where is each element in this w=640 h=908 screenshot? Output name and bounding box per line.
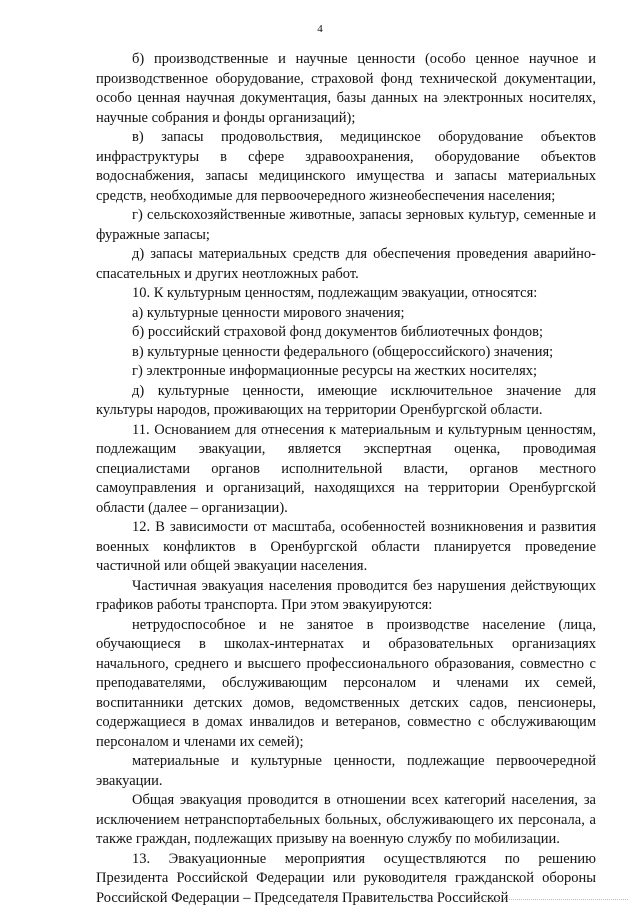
paragraph: г) электронные информационные ресурсы на жестких носителях; — [96, 362, 596, 382]
paragraph: 12. В зависимости от масштаба, особенностей возникновения и развития военных конфликтов в Оренбургской области планируется проведение частичной или общей эвакуации населения. — [96, 518, 596, 577]
document-body — [96, 50, 596, 908]
paragraph: а) культурные ценности мирового значения; — [96, 304, 596, 324]
paragraph: Частичная эвакуация населения проводится без нарушения действующих графиков работы транспорта. При этом эвакуируются: — [96, 577, 596, 616]
paragraph: г) сельскохозяйственные животные, запасы зерновых культур, семенные и фуражные запасы; — [96, 206, 596, 245]
paragraph: в) запасы продовольствия, медицинское оборудование объектов инфраструктуры в сфере здравоохранения, оборудование объектов водоснабжения, запасы медицинского имущества и запасы материальных средств, необходимые для первоочередного жизнеобеспечения населения; — [96, 128, 596, 206]
paragraph: б) российский страховой фонд документов библиотечных фондов; — [96, 323, 596, 343]
paragraph: нетрудоспособное и не занятое в производстве население (лица, обучающиеся в школах-интернатах и образовательных организациях начального, среднего и высшего профессионального образования, совместно с преподавателями, обслуживающим персоналом и членами их семей, воспитанники детских домов, ведомственных детских садов, пенсионеры, содержащиеся в домах инвалидов и ветеранов, совместно с обслуживающим персоналом и членами их семей); — [96, 616, 596, 753]
paragraph: Общая эвакуация проводится в отношении всех категорий населения, за исключением нетранспортабельных больных, обслуживающего их персонала, а также граждан, подлежащих призыву на военную службу по мобилизации. — [96, 791, 596, 850]
paragraph: д) запасы материальных средств для обеспечения проведения аварийно-спасательных и других неотложных работ. — [96, 245, 596, 284]
scan-artifact-divider — [478, 899, 628, 901]
page-number: 4 — [0, 23, 640, 36]
paragraph: 13. Эвакуационные мероприятия осуществляются по решению Президента Российской Федерации или руководителя гражданской обороны Российской Федерации – Председателя Правительства Российской — [96, 850, 596, 908]
paragraph: материальные и культурные ценности, подлежащие первоочередной эвакуации. — [96, 752, 596, 791]
paragraph: в) культурные ценности федерального (общероссийского) значения; — [96, 343, 596, 363]
paragraph: д) культурные ценности, имеющие исключительное значение для культуры народов, проживающих на территории Оренбургской области. — [96, 382, 596, 421]
paragraph: 10. К культурным ценностям, подлежащим эвакуации, относятся: — [96, 284, 596, 304]
paragraph: б) производственные и научные ценности (особо ценное научное и производственное оборудование, страховой фонд технической документации, особо ценная научная документация, базы данных на электронных носителях, научные собрания и фонды организаций); — [96, 50, 596, 128]
paragraph: 11. Основанием для отнесения к материальным и культурным ценностям, подлежащим эвакуации, является экспертная оценка, проводимая специалистами органов исполнительной власти, органов местного самоуправления и организаций, находящихся на территории Оренбургской области (далее – организации). — [96, 421, 596, 519]
